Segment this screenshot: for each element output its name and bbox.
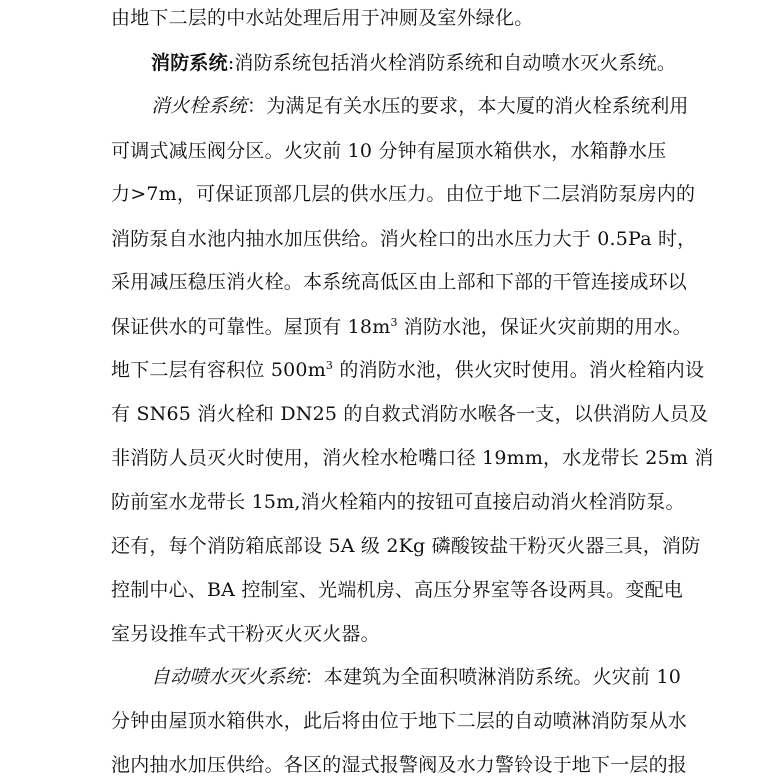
- paragraph-line: [111, 353, 705, 387]
- paragraph-line: 由地下二层的中水站处理后用于冲厕及室外绿化。: [111, 7, 534, 29]
- paragraph-line: 非消防人员灭火时使用，消火栓水枪嘴口径 19mm，水龙带长 25m 消: [111, 447, 714, 469]
- paragraph-line: [151, 46, 677, 80]
- paragraph-line: 采用减压稳压消火栓。本系统高低区由上部和下部的干管连接成环以: [111, 271, 688, 293]
- line-text: ：为满足有关水压的要求，本大厦的消火栓系统利用: [247, 95, 689, 117]
- line-text: ：本建筑为全面积喷淋消防系统。火灾前 10: [304, 666, 682, 688]
- line-text: 消防水池，保证火灾前期的用水。: [397, 316, 692, 338]
- paragraph-line: [151, 89, 689, 123]
- superscript: 3: [325, 359, 334, 372]
- paragraph-line: 可调式减压阀分区。火灾前 10 分钟有屋顶水箱供水，水箱静水压: [111, 140, 667, 162]
- section-heading-fire-system: 消防系统: [151, 52, 228, 74]
- line-text: 地下二层有容积位 500m: [111, 359, 326, 381]
- paragraph-line: 消防泵自水池内抽水加压供给。消火栓口的出水压力大于 0.5Pa 时，: [111, 228, 697, 250]
- paragraph-line: 控制中心、BA 控制室、光端机房、高压分界室等各设两具。变配电: [111, 579, 683, 601]
- paragraph-line: 池内抽水加压供给。各区的湿式报警阀及水力警铃设于地下一层的报: [111, 754, 688, 776]
- superscript: 3: [390, 316, 398, 329]
- paragraph-line: 分钟由屋顶水箱供水，此后将由位于地下二层的自动喷淋消防泵从水: [111, 710, 688, 732]
- paragraph-line: 有 SN65 消火栓和 DN25 的自救式消防水喉各一支，以供消防人员及: [111, 403, 709, 425]
- paragraph-line: 室另设推车式干粉灭火灭火器。: [111, 623, 380, 645]
- paragraph-line: [151, 660, 682, 694]
- subheading-hydrant-system: 消火栓系统: [151, 95, 248, 117]
- line-text: 保证供水的可靠性。屋顶有 18m: [111, 316, 391, 338]
- paragraph-line: 力>7m，可保证顶部几层的供水压力。由位于地下二层消防泵房内的: [111, 183, 696, 205]
- line-text: :消防系统包括消火栓消防系统和自动喷水灭火系统。: [227, 52, 677, 74]
- paragraph-line: 防前室水龙带长 15m,消火栓箱内的按钮可直接启动消火栓消防泵。: [111, 491, 685, 513]
- subheading-sprinkler-system: 自动喷水灭火系统: [151, 666, 305, 688]
- line-text: 的消防水池，供火灾时使用。消火栓箱内设: [333, 359, 705, 381]
- paragraph-line: 还有，每个消防箱底部设 5A 级 2Kg 磷酸铵盐干粉灭火器三具，消防: [111, 535, 701, 557]
- paragraph-line: [111, 310, 692, 344]
